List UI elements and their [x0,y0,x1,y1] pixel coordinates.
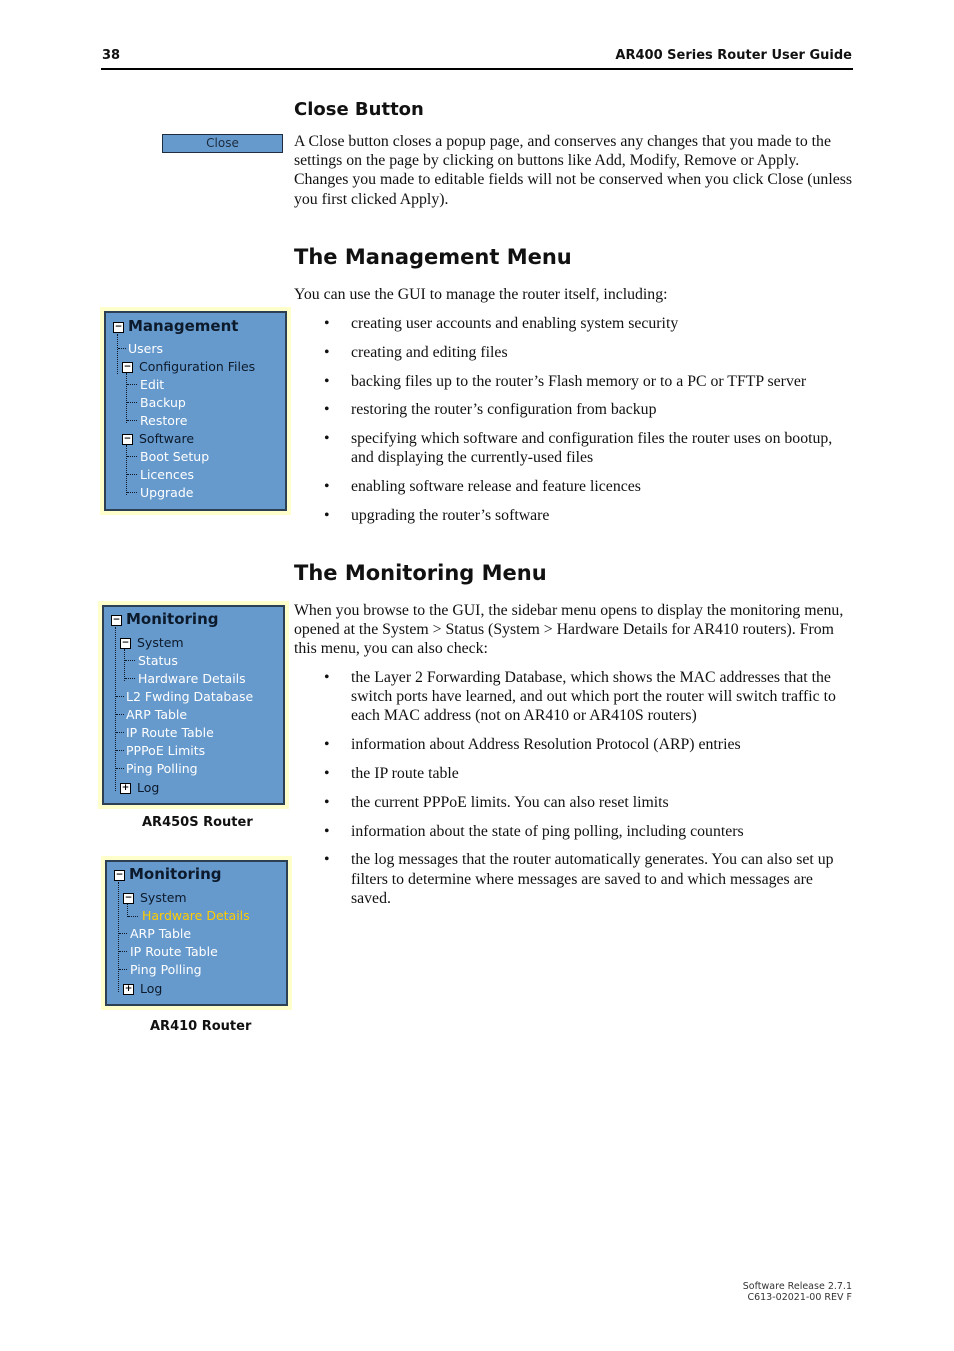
tree-connector [116,696,124,697]
close-button-description: A Close button closes a popup page, and conserves any changes that you made to the settings on the page by clicking on buttons like Add, Modify, Remove or Apply. Changes you made to editable fields will not be conserved when you click Close (unless you first clicked Apply). [294,133,853,208]
monitoring-bullet-list [294,668,856,918]
collapse-icon[interactable]: − [124,893,133,903]
list-item: • backing files up to the router’s Flash memory or to a PC or TFTP server [324,372,807,390]
menu-item-arp-table[interactable]: ARP Table [130,926,192,941]
list-item: • information about Address Resolution Protocol (ARP) entries [324,736,741,754]
bullet-marker: • [324,401,330,419]
menu-item-pppoe-limits[interactable]: PPPoE Limits [126,743,206,758]
menu-item-hardware-details[interactable]: Hardware Details [138,671,246,686]
collapse-icon[interactable]: − [121,638,130,648]
tree-connector [116,768,124,769]
menu-item-edit[interactable]: Edit [140,377,165,392]
collapse-icon[interactable]: − [123,362,132,372]
list-item: • restoring the router’s configuration from backup [324,401,657,419]
bullet-marker: • [324,736,330,754]
tree-connector [127,474,137,475]
monitoring-menu-heading: The Monitoring Menu [294,561,547,585]
collapse-icon[interactable]: − [115,870,124,880]
expand-icon[interactable]: + [124,984,133,994]
list-item: • the IP route table [324,765,459,782]
expand-icon[interactable]: + [121,783,130,793]
tree-connector [127,492,137,493]
list-item: • the current PPPoE limits. You can also reset limits [324,793,669,811]
tree-connector [116,732,124,733]
tree-connector [127,420,137,421]
bullet-marker: • [324,315,330,332]
menu-title-monitoring[interactable]: Monitoring [129,865,222,883]
tree-connector [128,916,138,917]
footer-doc-id: C613-02021-00 REV F [747,1292,852,1303]
list-item: • the Layer 2 Forwarding Database, which shows the MAC addresses that the switch ports have learned, and out which port the router will switch traffic to each MAC address (not on AR410 or AR410S routers) [324,669,836,725]
tree-connector [118,348,126,349]
tree-connector [126,445,127,495]
bullet-marker: • [324,343,330,361]
list-item: • upgrading the router’s software [324,506,550,524]
tree-connector [127,456,137,457]
monitoring-intro: When you browse to the GUI, the sidebar menu opens to display the monitoring menu, opened at the System > Status (System > Hardware Details for AR410 routers). From this menu, you can also check: [294,602,844,658]
list-item: • enabling software release and feature licences [324,478,641,496]
menu-item-ip-route-table[interactable]: IP Route Table [126,725,214,740]
tree-connector [116,714,124,715]
bullet-marker: • [324,765,330,782]
menu-item-l2-fwding-database[interactable]: L2 Fwding Database [126,689,254,704]
bullet-marker: • [324,372,330,390]
bullet-marker: • [324,822,330,840]
tree-connector [115,627,116,791]
ar410-caption: AR410 Router [150,1019,252,1034]
list-item: • specifying which software and configuration files the router uses on bootup, and displaying the currently-used files [324,430,833,467]
menu-item-log[interactable]: Log [137,780,160,795]
tree-connector [127,402,137,403]
monitoring-menu-ar410-panel [105,860,288,1006]
footer-release: Software Release 2.7.1 [742,1281,852,1292]
bullet-marker: • [324,669,330,686]
management-intro: You can use the GUI to manage the router itself, including: [294,286,668,303]
menu-item-configuration-files[interactable]: Configuration Files [139,359,256,374]
list-item: • information about the state of ping polling, including counters [324,822,744,840]
tree-connector [119,969,127,970]
menu-title-management[interactable]: Management [128,317,239,335]
menu-item-system[interactable]: System [137,635,184,650]
list-item: • the log messages that the router automatically generates. You can also set up filters to determine where messages are saved to and which messages are saved. [324,851,834,907]
tree-connector [125,678,135,679]
tree-connector [118,882,119,992]
menu-item-users[interactable]: Users [128,341,164,356]
menu-item-restore[interactable]: Restore [140,413,188,428]
collapse-icon[interactable]: − [123,434,132,444]
menu-item-upgrade[interactable]: Upgrade [140,485,194,500]
bullet-marker: • [324,506,330,524]
menu-title-monitoring[interactable]: Monitoring [126,610,219,628]
tree-connector [127,384,137,385]
tree-connector [126,373,127,423]
tree-connector [117,334,118,374]
menu-item-status[interactable]: Status [138,653,178,668]
tree-connector [119,951,127,952]
list-item: • creating and editing files [324,343,508,361]
menu-item-backup[interactable]: Backup [140,395,186,410]
bullet-marker: • [324,478,330,496]
menu-item-arp-table[interactable]: ARP Table [126,707,188,722]
menu-item-system[interactable]: System [140,890,187,905]
tree-connector [124,649,125,681]
collapse-icon[interactable]: − [114,322,123,332]
menu-item-ping-polling[interactable]: Ping Polling [126,761,198,776]
tree-connector [116,750,124,751]
menu-item-hardware-details[interactable]: Hardware Details [142,908,250,923]
menu-item-log[interactable]: Log [140,981,163,996]
close-button-heading: Close Button [294,99,424,120]
collapse-icon[interactable]: − [112,615,121,625]
tree-connector [125,660,135,661]
management-menu-panel [104,311,287,511]
page-number: 38 [102,48,121,63]
bullet-marker: • [324,793,330,811]
menu-item-ip-route-table[interactable]: IP Route Table [130,944,218,959]
monitoring-menu-ar450s-panel [102,605,285,805]
menu-item-boot-setup[interactable]: Boot Setup [140,449,210,464]
menu-item-licences[interactable]: Licences [140,467,194,482]
ar450s-caption: AR450S Router [142,815,253,830]
menu-item-software[interactable]: Software [139,431,195,446]
bullet-marker: • [324,430,330,448]
tree-connector [119,933,127,934]
guide-title: AR400 Series Router User Guide [615,48,852,63]
bullet-marker: • [324,851,330,869]
close-button[interactable]: Close [162,134,283,153]
management-menu-heading: The Management Menu [294,245,572,269]
management-bullet-list [294,314,856,535]
list-item: • creating user accounts and enabling system security [324,315,679,332]
header-rule [101,68,853,70]
menu-item-ping-polling[interactable]: Ping Polling [130,962,202,977]
